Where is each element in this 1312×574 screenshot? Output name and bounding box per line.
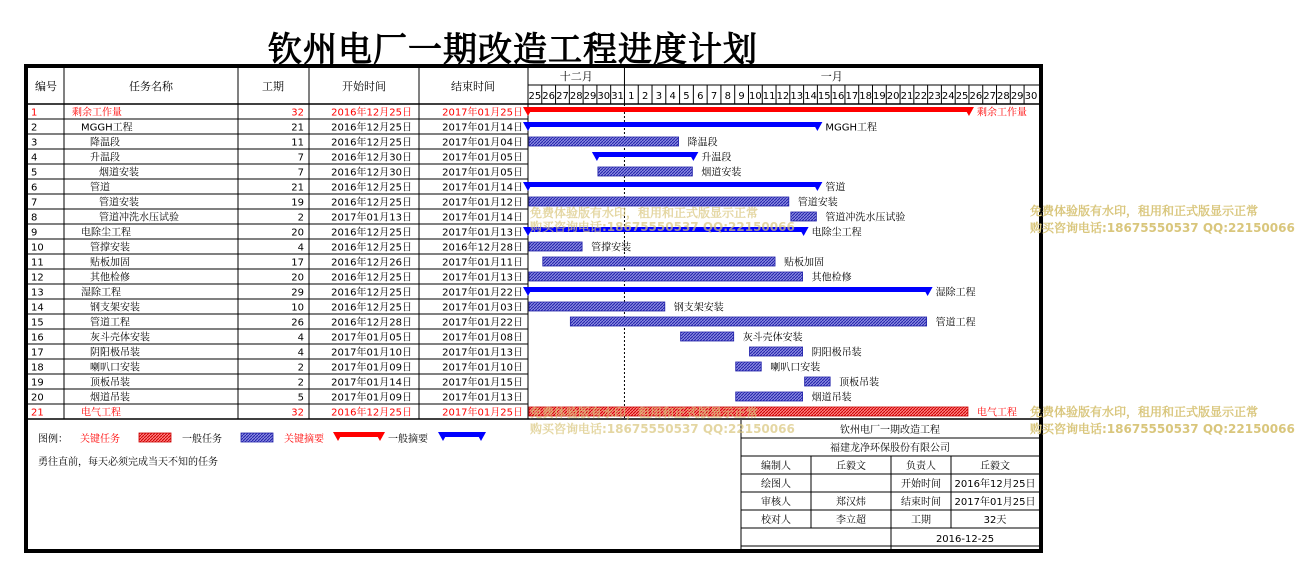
row-no: 19 bbox=[31, 377, 44, 389]
row-no: 5 bbox=[31, 167, 38, 179]
row-start-date: 2016年12月25日 bbox=[331, 182, 412, 194]
info-cell: 32天 bbox=[983, 515, 1007, 526]
row-duration: 20 bbox=[291, 227, 304, 239]
info-cell: 编制人 bbox=[761, 461, 791, 472]
row-no: 21 bbox=[31, 407, 44, 419]
row-no: 13 bbox=[31, 287, 44, 299]
summary-bar bbox=[528, 107, 969, 112]
task-bar bbox=[543, 257, 775, 266]
row-start-date: 2016年12月25日 bbox=[331, 242, 412, 254]
row-start-date: 2016年12月25日 bbox=[331, 137, 412, 149]
row-task-name: 烟道吊装 bbox=[90, 392, 130, 404]
bar-label: 管道工程 bbox=[935, 317, 976, 329]
info-cell: 开始时间 bbox=[901, 479, 941, 490]
row-end-date: 2016年12月28日 bbox=[442, 242, 523, 254]
watermark-line2-center-bottom: 购买咨询电话:18675550537 QQ:22150066 bbox=[530, 422, 795, 436]
info-company-name: 福建龙净环保股份有限公司 bbox=[830, 443, 950, 454]
row-task-name: 烟道安装 bbox=[99, 167, 139, 179]
task-bar bbox=[598, 167, 692, 176]
watermark-line2-right-top: 购买咨询电话:18675550537 QQ:22150066 bbox=[1030, 221, 1295, 235]
row-duration: 21 bbox=[291, 122, 304, 134]
info-cell: 结束时间 bbox=[901, 497, 941, 508]
month-label: 一月 bbox=[820, 70, 843, 83]
task-bar bbox=[749, 347, 802, 356]
row-no: 4 bbox=[31, 152, 38, 164]
column-header-end: 结束时间 bbox=[451, 80, 495, 93]
row-no: 7 bbox=[31, 197, 38, 209]
row-end-date: 2017年01月25日 bbox=[442, 407, 523, 419]
row-end-date: 2017年01月22日 bbox=[442, 317, 523, 329]
summary-bar bbox=[528, 182, 817, 187]
row-task-name: 电气工程 bbox=[81, 407, 121, 419]
row-end-date: 2017年01月08日 bbox=[442, 332, 523, 344]
date-tick-label: 23 bbox=[928, 91, 941, 102]
row-task-name: 灰斗壳体安装 bbox=[90, 332, 150, 344]
row-end-date: 2017年01月05日 bbox=[442, 152, 523, 164]
row-end-date: 2017年01月22日 bbox=[442, 287, 523, 299]
row-duration: 4 bbox=[297, 332, 304, 344]
date-tick-label: 4 bbox=[669, 91, 676, 102]
date-tick-label: 13 bbox=[790, 91, 804, 102]
task-bar bbox=[529, 272, 803, 281]
bar-label: 灰斗壳体安装 bbox=[742, 332, 803, 344]
task-bar bbox=[529, 137, 679, 146]
info-cell: 绘图人 bbox=[761, 479, 791, 490]
bar-label: 电除尘工程 bbox=[811, 227, 862, 239]
date-tick-label: 10 bbox=[749, 91, 762, 102]
row-task-name: 其他检修 bbox=[90, 272, 130, 284]
info-cell: 校对人 bbox=[761, 515, 791, 526]
date-tick-label: 26 bbox=[542, 91, 556, 102]
bar-label: 烟道安装 bbox=[701, 167, 742, 179]
info-cell: 丘毅文 bbox=[980, 461, 1010, 472]
row-no: 2 bbox=[31, 122, 38, 134]
date-tick-label: 29 bbox=[1010, 91, 1024, 102]
bar-label: 电气工程 bbox=[976, 407, 1017, 419]
date-tick-label: 21 bbox=[900, 91, 914, 102]
row-no: 1 bbox=[31, 107, 38, 119]
row-duration: 7 bbox=[297, 152, 304, 164]
row-no: 11 bbox=[31, 257, 44, 269]
row-start-date: 2017年01月14日 bbox=[331, 377, 412, 389]
info-project-name: 钦州电厂一期改造工程 bbox=[840, 425, 940, 436]
info-cell: 李立超 bbox=[836, 515, 866, 526]
row-duration: 29 bbox=[291, 287, 304, 299]
task-bar bbox=[570, 317, 926, 326]
date-tick-label: 14 bbox=[804, 91, 817, 102]
row-end-date: 2017年01月04日 bbox=[442, 137, 523, 149]
task-bar bbox=[529, 242, 582, 251]
row-end-date: 2017年01月05日 bbox=[442, 167, 523, 179]
row-duration: 2 bbox=[297, 212, 304, 224]
row-no: 18 bbox=[31, 362, 44, 374]
row-no: 8 bbox=[31, 212, 38, 224]
date-tick-label: 12 bbox=[776, 91, 790, 102]
legend-critical-task-swatch bbox=[139, 433, 171, 442]
row-start-date: 2016年12月30日 bbox=[331, 167, 412, 179]
legend-motto: 勇往直前，每天必须完成当天不知的任务 bbox=[38, 457, 218, 468]
row-start-date: 2017年01月10日 bbox=[331, 347, 412, 359]
row-start-date: 2016年12月25日 bbox=[331, 407, 412, 419]
row-no: 16 bbox=[31, 332, 44, 344]
row-end-date: 2017年01月13日 bbox=[442, 272, 523, 284]
bar-label: 管撑安装 bbox=[591, 242, 632, 254]
row-no: 17 bbox=[31, 347, 44, 359]
row-duration: 32 bbox=[291, 407, 304, 419]
row-start-date: 2016年12月25日 bbox=[331, 287, 412, 299]
row-start-date: 2016年12月25日 bbox=[331, 302, 412, 314]
date-tick-label: 15 bbox=[817, 91, 831, 102]
row-task-name: 剩余工作量 bbox=[72, 107, 122, 119]
row-duration: 17 bbox=[291, 257, 304, 269]
bar-label: 其他检修 bbox=[811, 272, 852, 284]
row-end-date: 2017年01月13日 bbox=[442, 227, 523, 239]
date-tick-label: 27 bbox=[983, 91, 996, 102]
row-task-name: 湿除工程 bbox=[81, 287, 121, 299]
date-tick-label: 17 bbox=[845, 91, 859, 102]
row-duration: 2 bbox=[297, 377, 304, 389]
row-start-date: 2016年12月25日 bbox=[331, 272, 412, 284]
date-tick-label: 20 bbox=[886, 91, 900, 102]
row-no: 12 bbox=[31, 272, 44, 284]
task-bar bbox=[736, 362, 762, 371]
date-tick-label: 7 bbox=[710, 91, 718, 102]
summary-bar bbox=[528, 122, 817, 127]
task-bar bbox=[805, 377, 831, 386]
legend-critical-task-label: 关键任务 bbox=[80, 434, 120, 445]
row-end-date: 2017年01月14日 bbox=[442, 212, 523, 224]
row-start-date: 2016年12月30日 bbox=[331, 152, 412, 164]
row-start-date: 2017年01月13日 bbox=[331, 212, 412, 224]
row-task-name: 降温段 bbox=[90, 137, 120, 149]
row-end-date: 2017年01月12日 bbox=[442, 197, 523, 209]
bar-label: 湿除工程 bbox=[935, 287, 976, 299]
row-no: 9 bbox=[31, 227, 38, 239]
month-label: 十二月 bbox=[559, 70, 593, 83]
date-tick-label: 1 bbox=[628, 91, 635, 102]
row-end-date: 2017年01月25日 bbox=[442, 107, 523, 119]
date-tick-label: 28 bbox=[569, 91, 583, 102]
legend-normal-task-label: 一般任务 bbox=[182, 434, 222, 445]
summary-bar bbox=[597, 152, 693, 157]
page-title: 钦州电厂一期改造工程进度计划 bbox=[268, 30, 758, 70]
info-cell: 2017年01月25日 bbox=[954, 497, 1036, 508]
bar-label: 降温段 bbox=[687, 137, 718, 149]
row-start-date: 2017年01月09日 bbox=[331, 392, 412, 404]
date-tick-label: 25 bbox=[955, 91, 969, 102]
watermark-line2-right-bottom: 购买咨询电话:18675550537 QQ:22150066 bbox=[1030, 422, 1295, 436]
legend-critical-summary-bar bbox=[338, 432, 380, 437]
column-header-no: 编号 bbox=[35, 80, 57, 93]
row-start-date: 2016年12月26日 bbox=[331, 257, 412, 269]
watermark-line1-right-top: 免费体验版有水印，租用和正式版显示正常 bbox=[1030, 204, 1259, 218]
date-tick-label: 8 bbox=[724, 91, 731, 102]
row-task-name: 电除尘工程 bbox=[81, 227, 131, 239]
watermark-line1-center-bottom: 免费体验版有水印，租用和正式版显示正常 bbox=[530, 406, 759, 420]
row-task-name: 顶板吊装 bbox=[90, 377, 130, 389]
row-no: 14 bbox=[31, 302, 44, 314]
date-tick-label: 16 bbox=[831, 91, 845, 102]
legend-label: 图例： bbox=[38, 434, 68, 445]
row-duration: 10 bbox=[291, 302, 304, 314]
watermark-line1-center-top: 免费体验版有水印，租用和正式版显示正常 bbox=[530, 206, 759, 220]
task-bar bbox=[736, 392, 803, 401]
date-tick-label: 30 bbox=[597, 91, 611, 102]
row-duration: 4 bbox=[297, 242, 304, 254]
row-task-name: 阴阳极吊装 bbox=[90, 347, 140, 359]
row-end-date: 2017年01月11日 bbox=[442, 257, 523, 269]
bar-label: 剩余工作量 bbox=[976, 107, 1027, 119]
summary-bar bbox=[528, 287, 928, 292]
bar-label: 阴阳极吊装 bbox=[811, 347, 862, 359]
info-cell: 2016年12月25日 bbox=[954, 479, 1036, 490]
row-duration: 26 bbox=[291, 317, 304, 329]
date-tick-label: 26 bbox=[969, 91, 983, 102]
row-end-date: 2017年01月15日 bbox=[442, 377, 523, 389]
row-no: 20 bbox=[31, 392, 44, 404]
column-header-start: 开始时间 bbox=[342, 80, 386, 93]
row-start-date: 2016年12月25日 bbox=[331, 122, 412, 134]
date-tick-label: 30 bbox=[1024, 91, 1038, 102]
date-tick-label: 24 bbox=[941, 91, 955, 102]
row-end-date: 2017年01月13日 bbox=[442, 392, 523, 404]
row-task-name: 管道工程 bbox=[90, 317, 130, 329]
date-tick-label: 9 bbox=[738, 91, 745, 102]
bar-label: 喇叭口安装 bbox=[770, 362, 821, 374]
row-duration: 7 bbox=[297, 167, 304, 179]
row-task-name: 管撑安装 bbox=[90, 242, 130, 254]
bar-label: 管道安装 bbox=[797, 197, 838, 209]
info-cell: 负责人 bbox=[906, 461, 936, 472]
row-end-date: 2017年01月14日 bbox=[442, 122, 523, 134]
column-header-days: 工期 bbox=[262, 80, 284, 93]
date-tick-label: 19 bbox=[873, 91, 886, 102]
watermark-line1-right-bottom: 免费体验版有水印，租用和正式版显示正常 bbox=[1030, 405, 1259, 419]
row-task-name: 钢支架安装 bbox=[90, 302, 140, 314]
task-bar bbox=[681, 332, 734, 341]
legend-critical-summary-label: 关键摘要 bbox=[284, 434, 324, 445]
row-duration: 19 bbox=[291, 197, 304, 209]
row-end-date: 2017年01月14日 bbox=[442, 182, 523, 194]
row-duration: 2 bbox=[297, 362, 304, 374]
row-task-name: 管道冲洗水压试验 bbox=[99, 212, 179, 224]
row-start-date: 2016年12月25日 bbox=[331, 227, 412, 239]
date-tick-label: 11 bbox=[762, 91, 776, 102]
row-task-name: 管道 bbox=[90, 182, 110, 194]
row-end-date: 2017年01月10日 bbox=[442, 362, 523, 374]
row-start-date: 2016年12月28日 bbox=[331, 317, 412, 329]
row-duration: 32 bbox=[291, 107, 304, 119]
row-start-date: 2016年12月25日 bbox=[331, 107, 412, 119]
date-tick-label: 25 bbox=[528, 91, 542, 102]
row-duration: 11 bbox=[291, 137, 304, 149]
row-task-name: 管道安装 bbox=[99, 197, 139, 209]
row-no: 10 bbox=[31, 242, 44, 254]
bar-label: 贴板加固 bbox=[784, 257, 825, 269]
row-task-name: 喇叭口安装 bbox=[90, 362, 140, 374]
bar-label: MGGH工程 bbox=[825, 122, 878, 134]
row-duration: 4 bbox=[297, 347, 304, 359]
legend-normal-summary-bar bbox=[443, 432, 481, 437]
row-no: 6 bbox=[31, 182, 38, 194]
bar-label: 管道冲洗水压试验 bbox=[825, 212, 906, 224]
info-date: 2016-12-25 bbox=[935, 534, 995, 545]
column-header-name: 任务名称 bbox=[129, 80, 173, 93]
row-no: 3 bbox=[31, 137, 38, 149]
date-tick-label: 2 bbox=[641, 91, 649, 102]
bar-label: 烟道吊装 bbox=[811, 392, 852, 404]
row-duration: 20 bbox=[291, 272, 304, 284]
bar-label: 升温段 bbox=[701, 152, 732, 164]
legend-normal-task-swatch bbox=[241, 433, 273, 442]
bar-label: 顶板吊装 bbox=[839, 377, 880, 389]
date-tick-label: 22 bbox=[914, 91, 928, 102]
row-duration: 5 bbox=[297, 392, 304, 404]
row-duration: 21 bbox=[291, 182, 304, 194]
info-cell: 丘毅文 bbox=[836, 461, 866, 472]
row-task-name: 升温段 bbox=[90, 152, 120, 164]
row-end-date: 2017年01月13日 bbox=[442, 347, 523, 359]
date-tick-label: 28 bbox=[997, 91, 1010, 102]
row-start-date: 2017年01月09日 bbox=[331, 362, 412, 374]
date-tick-label: 5 bbox=[683, 91, 690, 102]
date-tick-label: 31 bbox=[611, 91, 624, 102]
date-tick-label: 6 bbox=[697, 91, 704, 102]
row-end-date: 2017年01月03日 bbox=[442, 302, 523, 314]
info-cell: 工期 bbox=[911, 515, 931, 526]
task-bar bbox=[529, 302, 665, 311]
date-tick-label: 27 bbox=[556, 91, 569, 102]
watermark-line2-center-top: 购买咨询电话:18675550537 QQ:22150066 bbox=[530, 220, 795, 234]
row-start-date: 2017年01月05日 bbox=[331, 332, 412, 344]
bar-label: 管道 bbox=[825, 182, 846, 194]
date-tick-label: 18 bbox=[859, 91, 872, 102]
info-cell: 郑汉炜 bbox=[836, 497, 866, 508]
bar-label: 钢支架安装 bbox=[673, 302, 724, 314]
row-task-name: 贴板加固 bbox=[90, 257, 130, 269]
row-start-date: 2016年12月25日 bbox=[331, 197, 412, 209]
row-task-name: MGGH工程 bbox=[81, 122, 133, 134]
legend-normal-summary-label: 一般摘要 bbox=[388, 434, 428, 445]
info-cell: 审核人 bbox=[761, 497, 791, 508]
date-tick-label: 3 bbox=[655, 91, 663, 102]
row-no: 15 bbox=[31, 317, 44, 329]
date-tick-label: 29 bbox=[583, 91, 597, 102]
